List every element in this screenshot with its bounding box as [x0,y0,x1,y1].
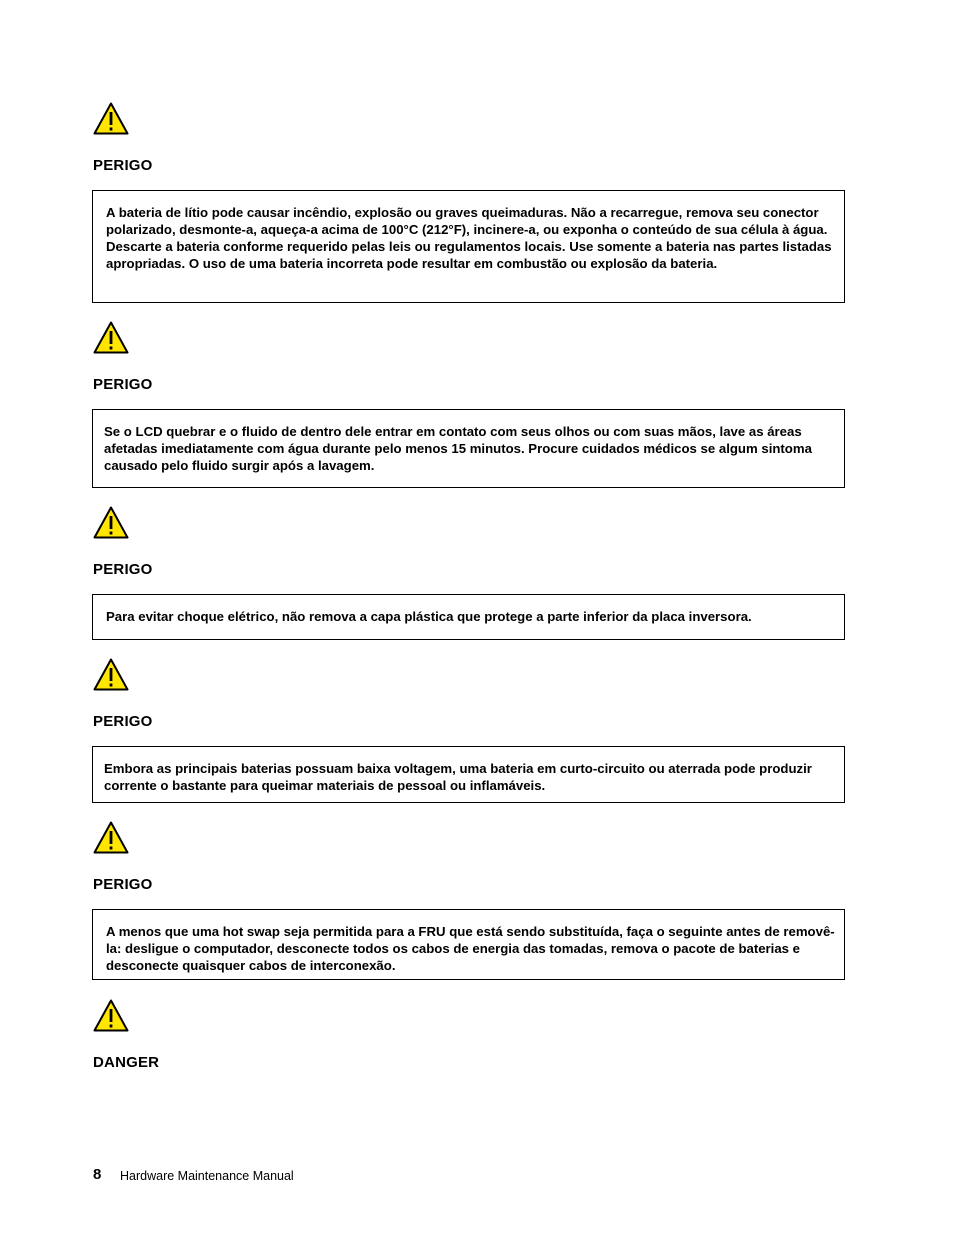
notice-box [92,909,845,980]
notice-text: A menos que uma hot swap seja permitida para a FRU que está sendo substituída, faça o seguinte antes de removê-la: desligue o computador, desconecte todos os cabos de energia das tomadas, remova o pacote de baterias e desconecte quaisquer cabos de interconexão. [106,924,835,973]
notice-heading: PERIGO [93,713,153,730]
notice-heading: PERIGO [93,561,153,578]
notice-heading: PERIGO [93,876,153,893]
warning-triangle-icon [93,999,129,1032]
notice-text: Embora as principais baterias possuam baixa voltagem, uma bateria em curto-circuito ou aterrada pode produzir corrente o bastante para queimar materiais de pessoal ou inflamáveis. [104,761,812,793]
notice-box [92,746,845,803]
notice-heading: DANGER [93,1054,160,1071]
notice-box [92,594,845,640]
notice-text: Para evitar choque elétrico, não remova a capa plástica que protege a parte inferior da placa inversora. [106,609,752,624]
warning-triangle-icon [93,506,129,539]
warning-triangle-icon [93,102,129,135]
warning-triangle-icon [93,321,129,354]
footer-title: Hardware Maintenance Manual [120,1169,294,1183]
page-number: 8 [93,1166,102,1183]
notice-text: Se o LCD quebrar e o fluido de dentro dele entrar em contato com seus olhos ou com suas mãos, lave as áreas afetadas imediatamente com água durante pelo menos 15 minutos. Procure cuidados médicos se algum sintoma causado pelo fluido surgir após a lavagem. [104,424,812,473]
notice-box [92,190,845,303]
notice-box [92,409,845,488]
notice-text: A bateria de lítio pode causar incêndio, explosão ou graves queimaduras. Não a recarregue, remova seu conector polarizado, desmonte-a, aqueça-a acima de 100°C (212°F), incinere-a, ou exponha o conteúdo de sua célula à água. Descarte a bateria conforme requerido pelas leis ou regulamentos locais. Use somente a bateria nas partes listadas apropriadas. O uso de uma bateria incorreta pode resultar em combustão ou explosão da bateria. [106,205,832,271]
notice-heading: PERIGO [93,376,153,393]
notice-heading: PERIGO [93,157,153,174]
warning-triangle-icon [93,658,129,691]
warning-triangle-icon [93,821,129,854]
